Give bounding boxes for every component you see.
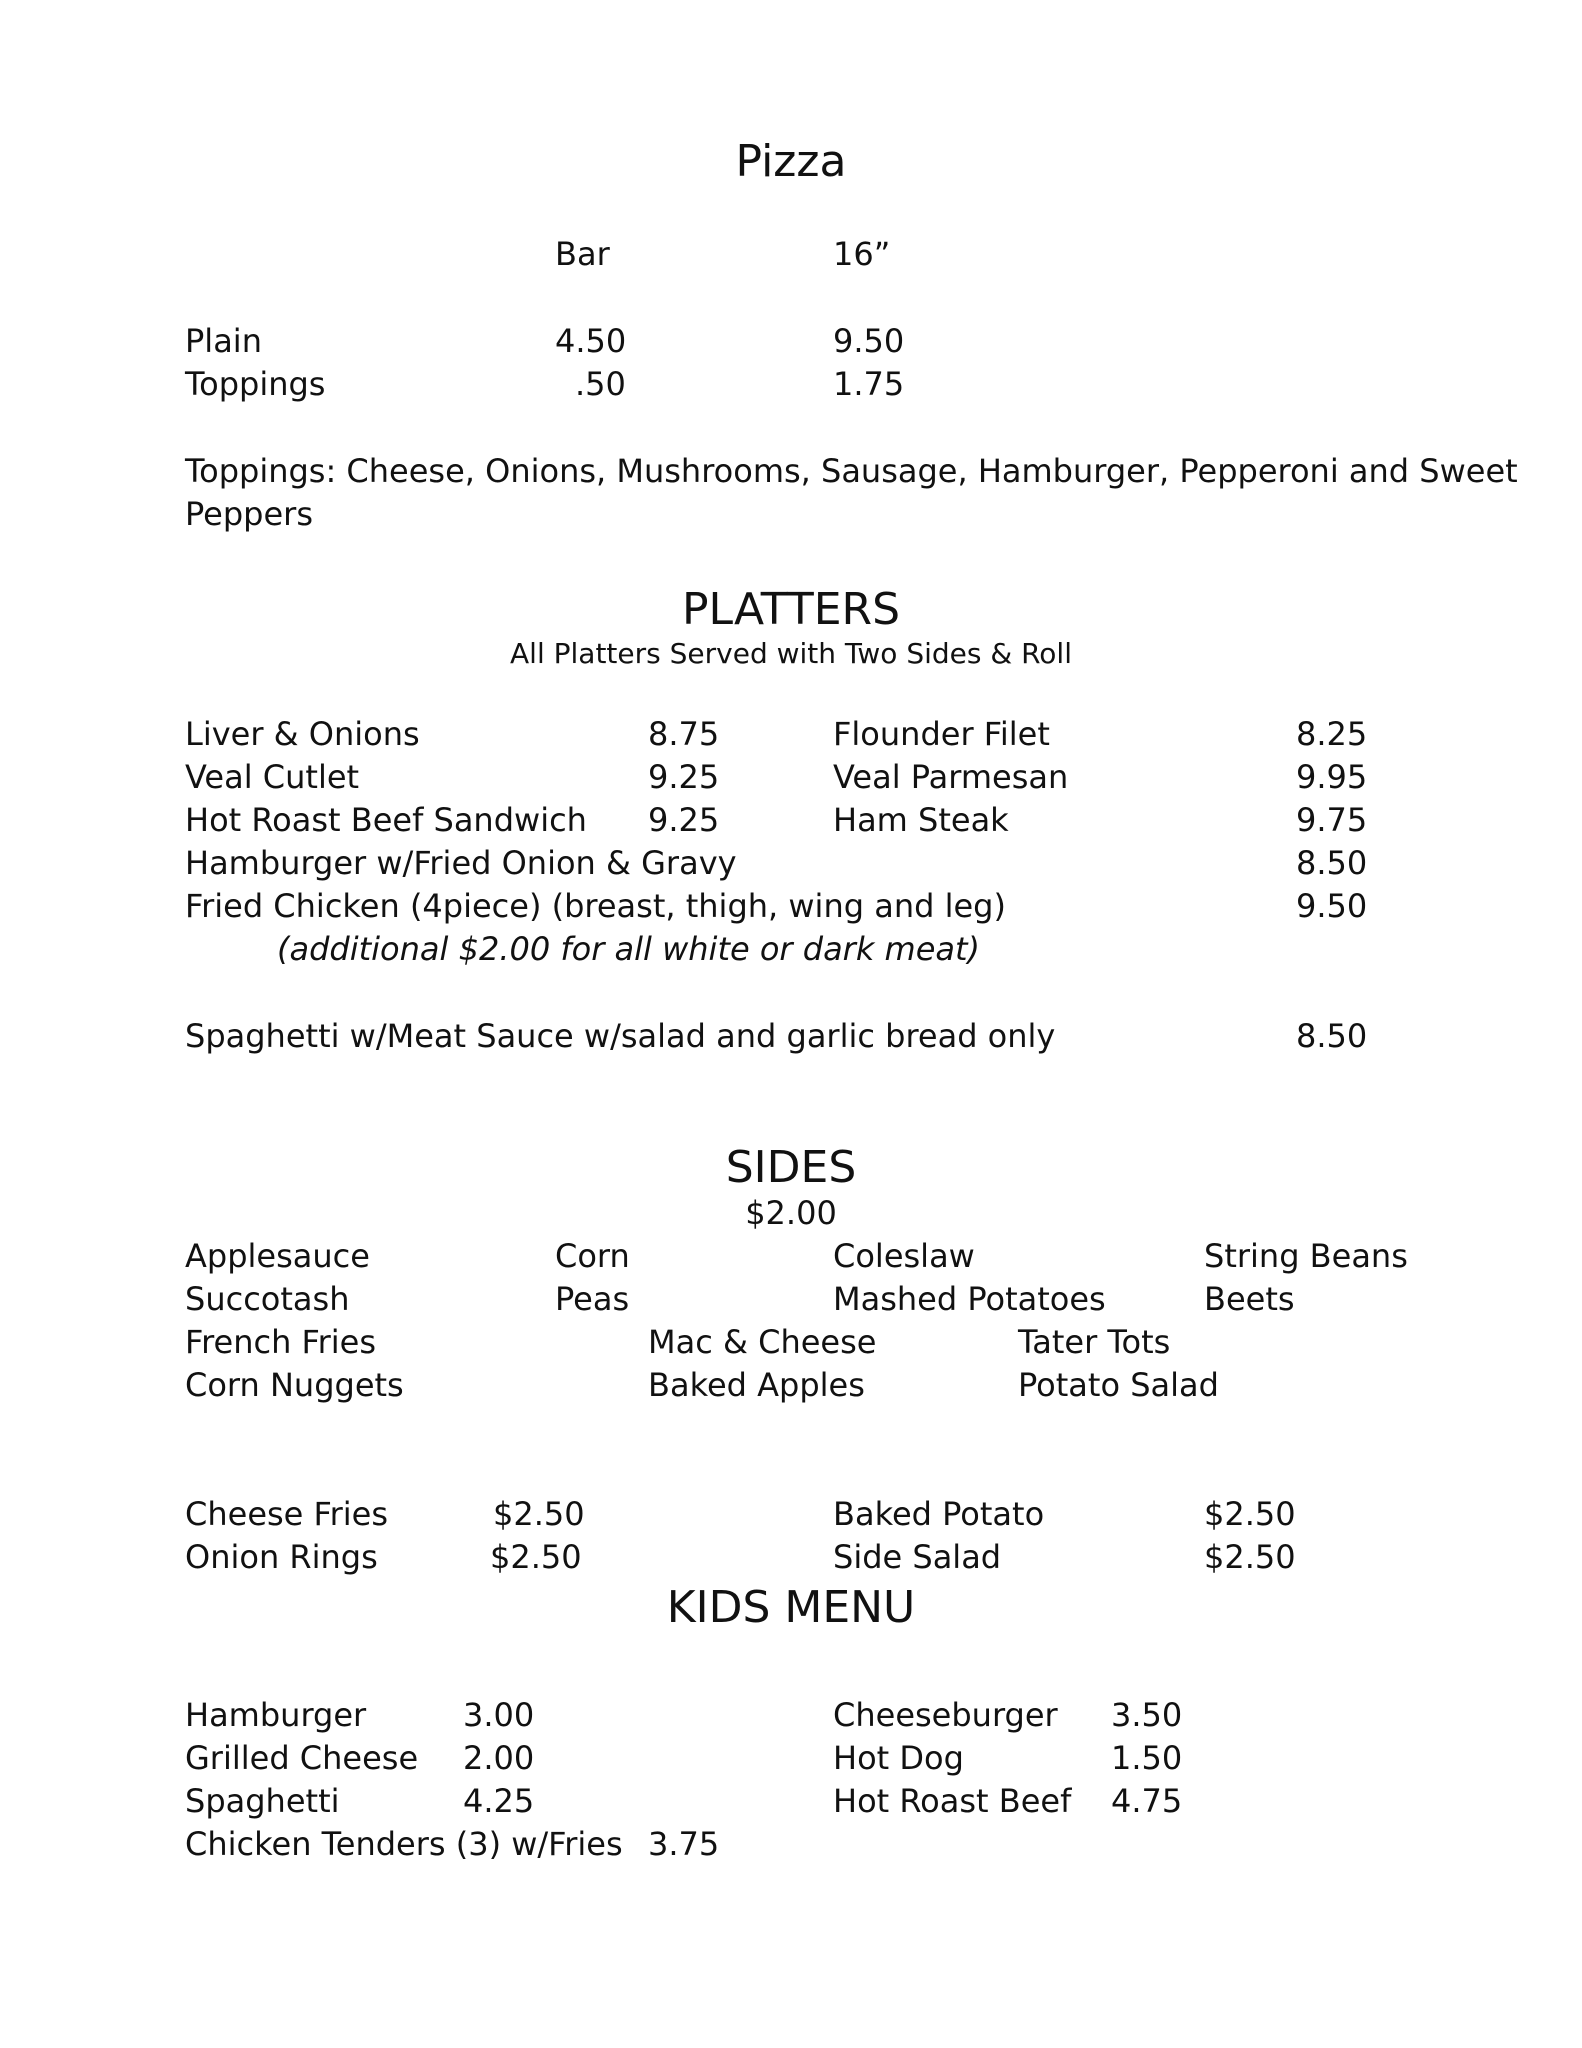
pizza-item-bar-price: 4.50 [555,322,627,360]
side-item: French Fries [185,1323,377,1361]
extra-side-name: Side Salad [833,1538,1002,1576]
pizza-item-name: Toppings [185,365,326,403]
side-item: Coleslaw [833,1237,975,1275]
platter-price: 9.25 [648,758,720,796]
platter-name: Hamburger w/Fried Onion & Gravy [185,844,737,882]
side-item: Succotash [185,1280,350,1318]
side-item: Baked Apples [648,1366,865,1404]
extra-side-name: Onion Rings [185,1538,378,1576]
side-item: Corn [555,1237,630,1275]
side-item: Applesauce [185,1237,370,1275]
chicken-note: (additional $2.00 for all white or dark meat) [277,930,981,968]
platter-price: 9.50 [1296,887,1368,925]
pizza-col-16: 16” [833,235,891,273]
kids-item-name: Spaghetti [185,1782,340,1820]
toppings-list-line2: Peppers [185,495,313,533]
platter-name: Fried Chicken (4piece) (breast, thigh, wing and leg) [185,887,1006,925]
side-item: String Beans [1204,1237,1408,1275]
platter-name: Veal Cutlet [185,758,360,796]
kids-item-name: Cheeseburger [833,1696,1058,1734]
extra-side-price: $2.50 [490,1538,582,1576]
pizza-item-name: Plain [185,322,262,360]
pizza-col-bar: Bar [555,235,610,273]
side-item: Mac & Cheese [648,1323,877,1361]
extra-side-name: Cheese Fries [185,1495,389,1533]
platter-name: Flounder Filet [833,715,1050,753]
kids-item-price: 3.50 [1111,1696,1183,1734]
extra-side-price: $2.50 [1204,1538,1296,1576]
platter-price: 8.75 [648,715,720,753]
platter-name: Ham Steak [833,801,1009,839]
side-item: Corn Nuggets [185,1366,404,1404]
side-item: Peas [555,1280,630,1318]
side-item: Potato Salad [1018,1366,1219,1404]
kids-item-price: 3.00 [463,1696,535,1734]
extra-side-name: Baked Potato [833,1495,1045,1533]
kids-item-name: Hamburger [185,1696,367,1734]
kids-menu-title: KIDS MENU [666,1582,916,1633]
pizza-item-16-price: 1.75 [833,365,905,403]
kids-item-name: Grilled Cheese [185,1739,419,1777]
kids-item-price: 4.75 [1111,1782,1183,1820]
platter-price: 8.25 [1296,715,1368,753]
extra-side-price: $2.50 [1204,1495,1296,1533]
platter-name: Veal Parmesan [833,758,1069,796]
platter-price: 8.50 [1296,844,1368,882]
platter-name: Hot Roast Beef Sandwich [185,801,587,839]
platter-name: Liver & Onions [185,715,420,753]
pizza-title: Pizza [735,136,847,187]
pizza-item-16-price: 9.50 [833,322,905,360]
extra-side-price: $2.50 [493,1495,585,1533]
platter-price: 8.50 [1296,1017,1368,1055]
pizza-item-bar-price: .50 [575,365,626,403]
kids-item-name: Hot Roast Beef [833,1782,1072,1820]
kids-item-price: 4.25 [463,1782,535,1820]
platters-title: PLATTERS [681,584,901,635]
side-item: Mashed Potatoes [833,1280,1106,1318]
kids-item-price: 3.75 [648,1825,720,1863]
toppings-list-line1: Toppings: Cheese, Onions, Mushrooms, Sausage, Hamburger, Pepperoni and Sweet [185,452,1518,490]
sides-price: $2.00 [745,1194,837,1232]
kids-item-price: 1.50 [1111,1739,1183,1777]
platter-price: 9.75 [1296,801,1368,839]
platter-name: Spaghetti w/Meat Sauce w/salad and garlic bread only [185,1017,1056,1055]
platters-subtitle: All Platters Served with Two Sides & Roll [510,637,1072,670]
sides-title: SIDES [725,1142,857,1193]
kids-item-name: Hot Dog [833,1739,964,1777]
platter-price: 9.95 [1296,758,1368,796]
platter-price: 9.25 [648,801,720,839]
kids-item-name: Chicken Tenders (3) w/Fries [185,1825,623,1863]
kids-item-price: 2.00 [463,1739,535,1777]
side-item: Tater Tots [1018,1323,1171,1361]
side-item: Beets [1204,1280,1295,1318]
